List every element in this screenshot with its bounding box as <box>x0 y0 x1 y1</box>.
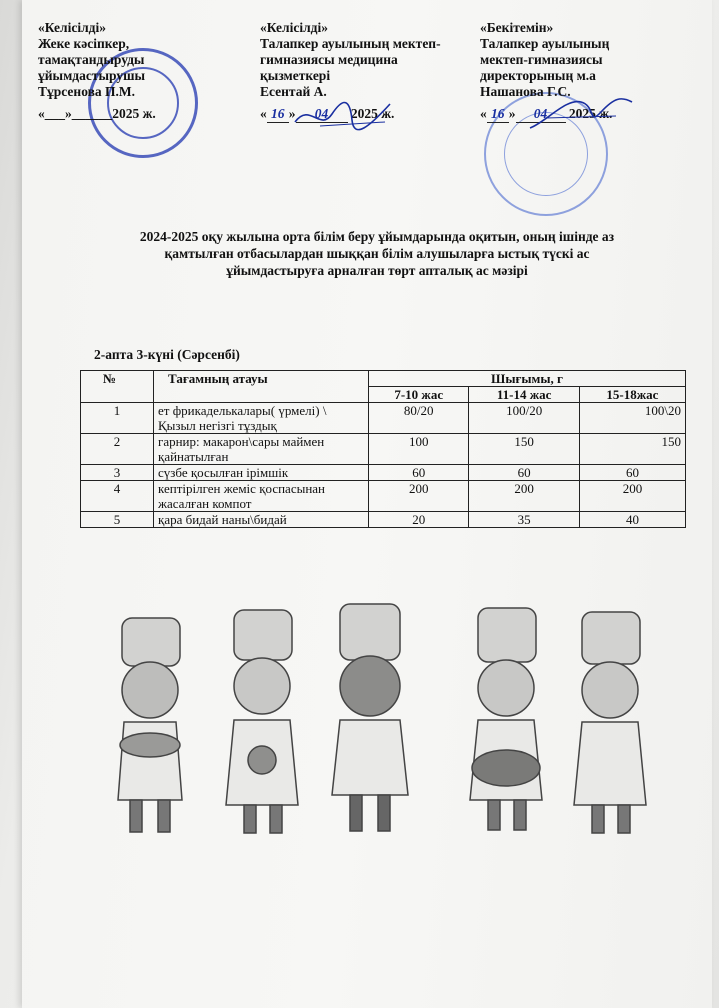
approval-label: «Келісілді» <box>38 20 106 35</box>
col-name-header: Тағамның атауы <box>154 371 369 403</box>
approver-line: Жеке кәсіпкер, <box>38 36 130 51</box>
approval-date: «___»______2025 ж. <box>38 106 156 121</box>
col-yield-header: Шығымы, г <box>369 371 686 387</box>
approval-label: «Бекітемін» <box>480 20 554 35</box>
header-left-approval <box>38 20 156 122</box>
approver-line: Талапкер ауылының <box>480 36 610 51</box>
chef-kids-illustration <box>102 600 662 850</box>
signature-right <box>526 92 636 137</box>
age-header: 11-14 жас <box>469 387 579 403</box>
document-page <box>22 0 712 1008</box>
approver-name: Нашанова Г.С. <box>480 84 571 99</box>
approver-line: директорының м.а <box>480 68 596 83</box>
table-row: 3 сүзбе қосылған ірімшік 60 60 60 <box>81 465 686 481</box>
signature-middle <box>290 92 400 137</box>
approval-date: « 16 » 04 2025 ж. <box>260 106 395 121</box>
table-header-row <box>81 371 686 387</box>
approver-line: тамақтандыруды <box>38 52 145 67</box>
approver-line: мектеп-гимназиясы <box>480 52 603 67</box>
approver-line: қызметкері <box>260 68 331 83</box>
approver-line: гимназиясы медицина <box>260 52 398 67</box>
menu-table <box>80 370 686 528</box>
approver-name: Есентай А. <box>260 84 327 99</box>
age-header: 15-18жас <box>579 387 685 403</box>
approval-label: «Келісілді» <box>260 20 328 35</box>
approver-line: ұйымдастырушы <box>38 68 146 83</box>
day-subtitle: 2-апта 3-күні (Сәрсенбі) <box>94 347 240 362</box>
table-row: 5 қара бидай наны\бидай 20 35 40 <box>81 512 686 528</box>
table-row: 4 кептірілген жеміс қоспасынан жасалған компот 200 200 200 <box>81 481 686 512</box>
table-row: 2 гарнир: макарон\сары маймен қайнатылған 100 150 150 <box>81 434 686 465</box>
document-title: 2024-2025 оқу жылына орта білім беру ұйымдарында оқитын, оның ішінде аз қамтылған отбасылардан шыққан білім алушыларға ыстық түскі ас ұйымдастыруға арналған төрт апталық ас мәзірі <box>139 229 615 278</box>
approver-name: Тұрсенова П.М. <box>38 84 136 99</box>
age-header: 7-10 жас <box>369 387 469 403</box>
table-row: 1 ет фрикаделькалары( үрмелі) \ Қызыл негізгі тұздық 80/20 100/20 100\20 <box>81 403 686 434</box>
approval-date: « 16 » 04 2025 ж. <box>480 106 613 121</box>
col-no-header: № <box>81 371 154 403</box>
approver-line: Талапкер ауылының мектеп- <box>260 36 441 51</box>
